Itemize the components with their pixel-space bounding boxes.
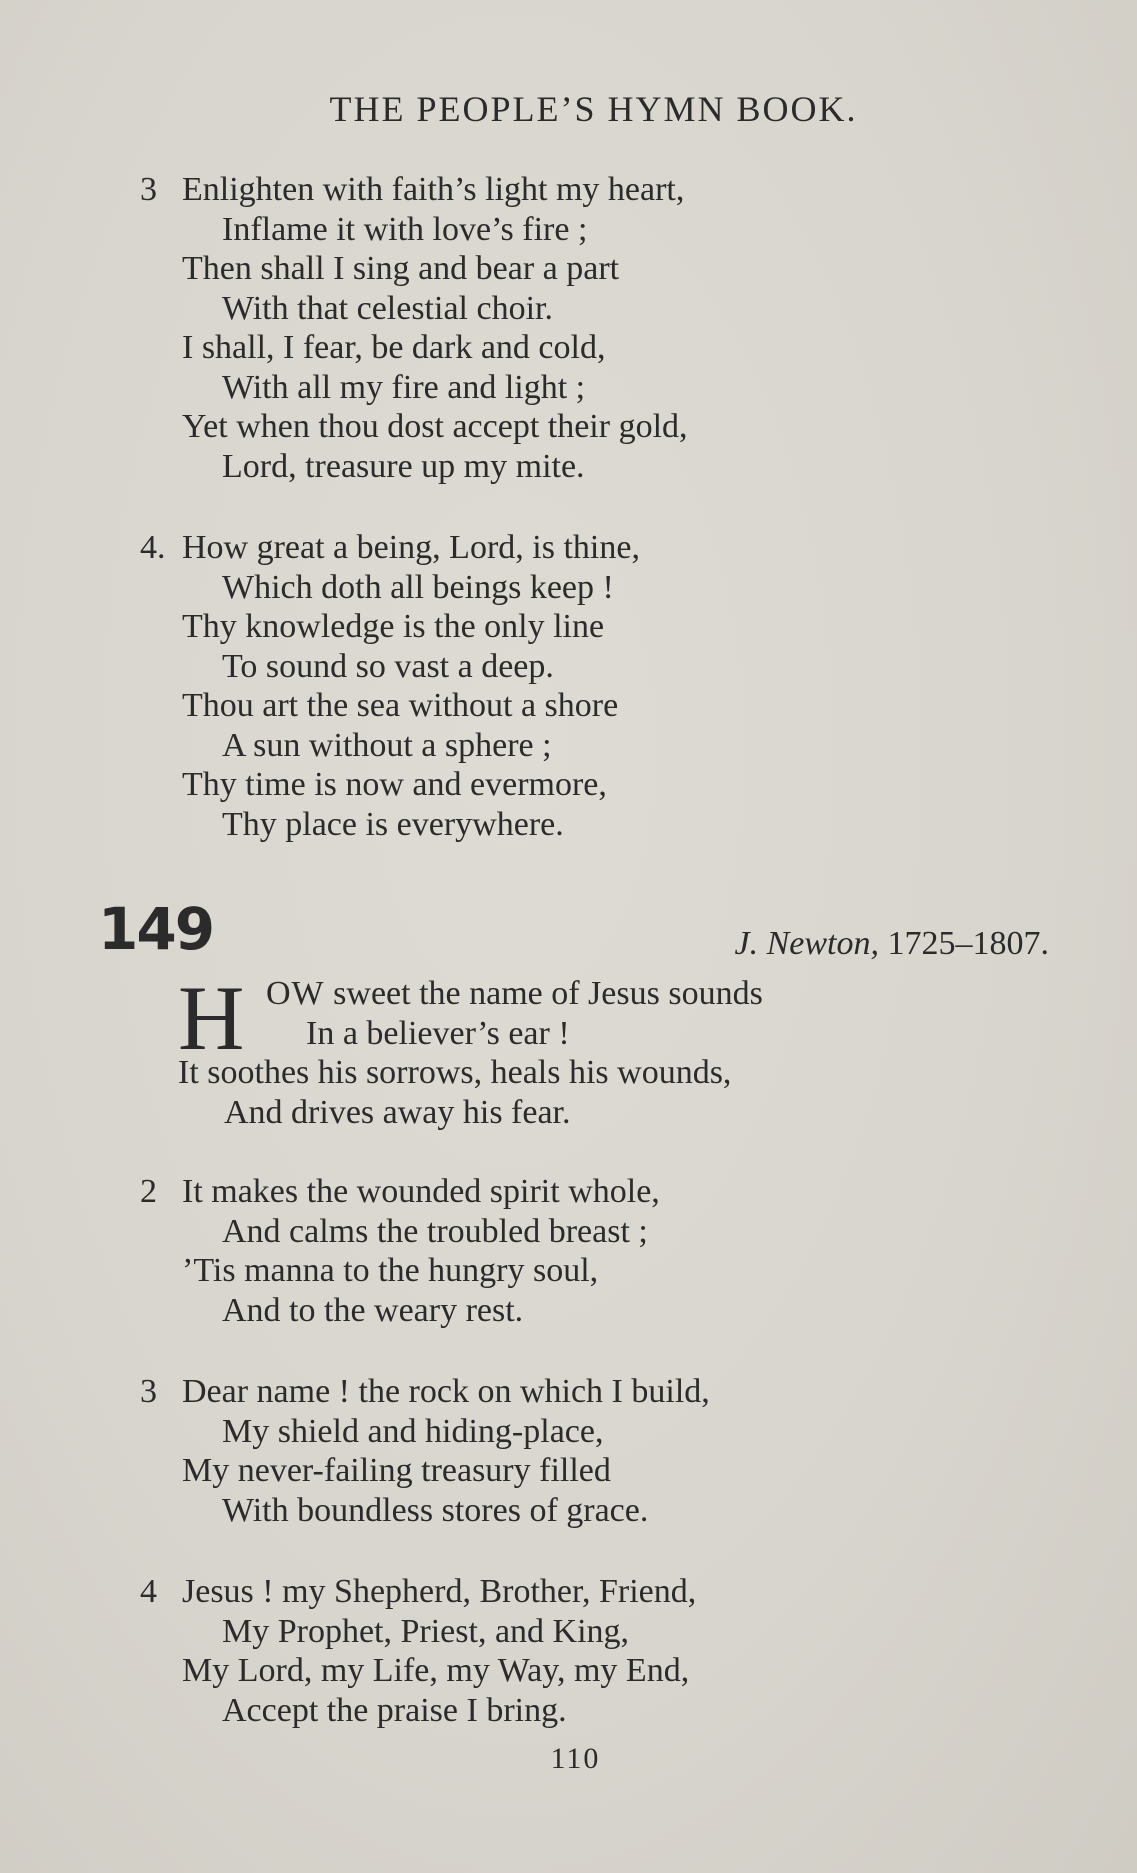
- stanza-line: My Prophet, Priest, and King,: [222, 1612, 630, 1650]
- stanza-line: ’Tis manna to the hungry soul,: [182, 1252, 599, 1289]
- stanza-number: 3: [140, 1373, 157, 1410]
- stanza-line: In a believer’s ear !: [306, 1014, 570, 1052]
- hymn-stanza-1: [178, 967, 763, 1132]
- stanza-line: Which doth all beings keep !: [222, 568, 614, 606]
- hymn-author: J. Newton,: [734, 925, 879, 962]
- stanza-line: My shield and hiding-place,: [222, 1412, 604, 1450]
- hymn-number: 149: [98, 895, 214, 963]
- stanza-line: 4. How great a being, Lord, is thine,: [140, 529, 640, 566]
- stanza-line: And to the weary rest.: [222, 1291, 524, 1329]
- hymn-attribution: [735, 925, 1049, 963]
- stanza-number: 2: [140, 1173, 157, 1210]
- stanza-number: 4: [140, 1573, 157, 1610]
- stanza-line: Thy time is now and evermore,: [182, 766, 607, 803]
- stanza-number: 3: [140, 171, 157, 208]
- stanza-line: Yet when thou dost accept their gold,: [182, 408, 688, 445]
- stanza-line: My never-failing treasury filled: [182, 1452, 611, 1489]
- stanza-line: 2 It makes the wounded spirit whole,: [140, 1173, 660, 1210]
- stanza-line: I shall, I fear, be dark and cold,: [182, 329, 606, 366]
- running-title: THE PEOPLE’S HYMN BOOK.: [329, 89, 858, 129]
- prev-hymn-stanza-4: [140, 528, 640, 844]
- stanza-line: It soothes his sorrows, heals his wounds,: [178, 1054, 732, 1091]
- stanza-line: Inflame it with love’s fire ;: [222, 210, 588, 248]
- stanza-number: 4.: [140, 529, 166, 566]
- hymn-stanza-3: [140, 1372, 710, 1530]
- stanza-line: Thy knowledge is the only line: [182, 608, 605, 645]
- stanza-line: With all my fire and light ;: [222, 368, 586, 406]
- stanza-line: To sound so vast a deep.: [222, 647, 554, 685]
- stanza-line: Accept the praise I bring.: [222, 1691, 567, 1729]
- page-number: 110: [550, 1742, 601, 1775]
- hymn-stanza-2: [140, 1172, 660, 1330]
- stanza-line: Thou art the sea without a shore: [182, 687, 619, 724]
- stanza-line: Lord, treasure up my mite.: [222, 447, 585, 485]
- stanza-line: My Lord, my Life, my Way, my End,: [182, 1652, 690, 1689]
- stanza-line: Then shall I sing and bear a part: [182, 250, 620, 287]
- stanza-line: 4 Jesus ! my Shepherd, Brother, Friend,: [140, 1573, 697, 1610]
- drop-cap: H: [178, 967, 245, 1069]
- stanza-line: And drives away his fear.: [224, 1093, 571, 1131]
- stanza-line: 3 Enlighten with faith’s light my heart,: [140, 171, 685, 208]
- stanza-line: A sun without a sphere ;: [222, 726, 552, 764]
- stanza-line: With boundless stores of grace.: [222, 1491, 649, 1529]
- stanza-line: OW sweet the name of Jesus sounds: [266, 975, 763, 1012]
- stanza-line: 3 Dear name ! the rock on which I build,: [140, 1373, 710, 1410]
- prev-hymn-stanza-3: [140, 170, 688, 486]
- hymn-stanza-4: [140, 1572, 696, 1730]
- hymn-dates: 1725–1807.: [887, 925, 1049, 962]
- stanza-line: And calms the troubled breast ;: [222, 1212, 648, 1250]
- stanza-line: With that celestial choir.: [222, 289, 553, 327]
- stanza-line: Thy place is everywhere.: [222, 805, 564, 843]
